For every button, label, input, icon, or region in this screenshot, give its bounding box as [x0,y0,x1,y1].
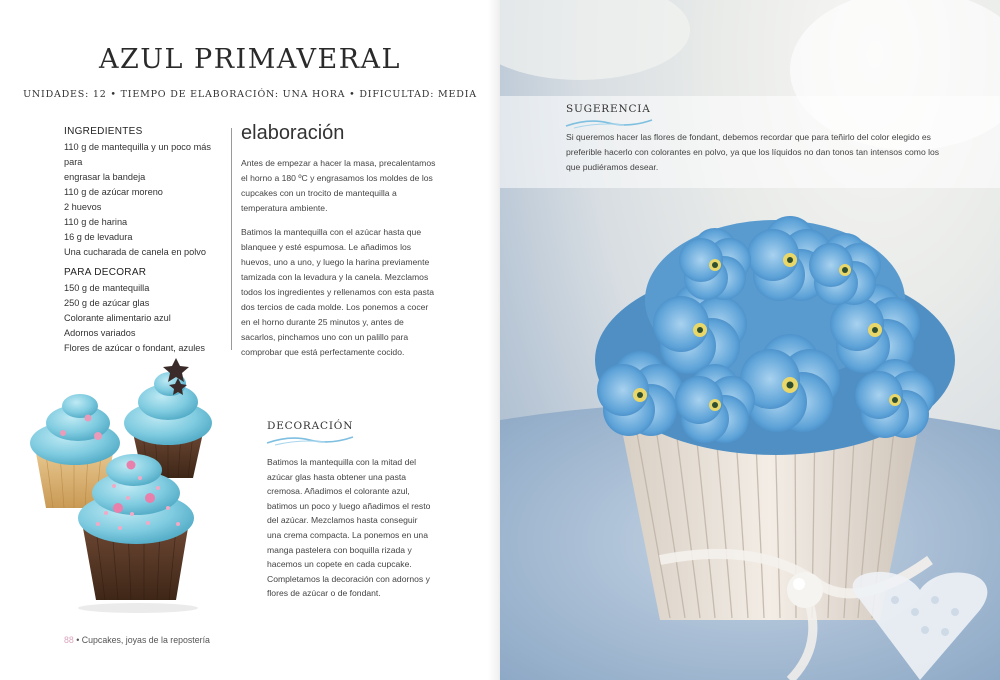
page-footer [64,635,210,645]
decoracion-body: Batimos la mantequilla con la mitad del azúcar glas hasta obtener una pasta cremosa. Añadimos el colorante azul, batimos un poco y luego añadimos el resto del azúcar. Mezclamos hasta conseguir una crema compacta. La ponemos en una manga pastelera con boquilla rizada y hacemos un copete en cada cupcake. Completamos la decoración con adornos y flores de azúcar o de fondant. [267,457,431,599]
book-title: Cupcakes, joyas de la repostería [81,635,210,645]
elaboracion-body [241,156,439,369]
ingredient-item: engrasar la bandeja [64,172,146,182]
decorate-item: Colorante alimentario azul [64,313,171,323]
decorate-item: 150 g de mantequilla [64,283,150,293]
ingredient-item: 110 g de mantequilla y un poco más para [64,142,211,167]
decoracion-title: DECORACIÓN [267,420,354,432]
page-number: 88 [64,635,74,645]
elaboracion-title: elaboración [241,122,345,144]
sugerencia-title: SUGERENCIA [566,103,651,115]
footer-bullet: • [76,635,80,645]
right-page [500,0,1000,680]
ingredients-heading: INGREDIENTES [64,126,143,137]
elaboracion-paragraph: Antes de empezar a hacer la masa, precalentamos el horno a 180 ºC y engrasamos los moldes de los cupcakes con un trocito de mantequilla a temperatura ambiente. [241,158,436,213]
decorate-heading: PARA DECORAR [64,267,147,278]
sugerencia-body: Si queremos hacer las flores de fondant, debemos recordar que para teñirlo del color elegido es preferible hacerlo con colorantes en polvo, ya que los líquidos no dan tonos tan intensos como los que pudiéramos desear. [566,132,940,172]
decorative-swirl-icon [265,433,355,447]
decorate-item: Adornos variados [64,328,136,338]
decorate-item: Flores de azúcar o fondant, azules [64,343,205,353]
decorate-item: 250 g de azúcar glas [64,298,150,308]
recipe-title: AZUL PRIMAVERAL [99,44,401,75]
column-divider [231,128,232,350]
ingredient-item: 110 g de azúcar moreno [64,187,163,197]
ingredients-column [64,124,224,356]
ingredient-item: Una cucharada de canela en polvo [64,247,206,257]
recipe-meta: UNIDADES: 12 • TIEMPO DE ELABORACIÓN: UNA HORA • DIFICULTAD: MEDIA [23,89,477,100]
elaboracion-paragraph: Batimos la mantequilla con el azúcar hasta que blanquee y esté espumosa. Le añadimos los huevos, uno a uno, y luego la harina previamente tamizada con la levadura y la canela. Mezclamos todos los ingredientes y rellenamos con esta pasta dos tercios de cada molde. Los ponemos a cocer en el horno durante 25 minutos y, antes de sacarlos, pinchamos uno con un palillo para comprobar que está perfectamente cocido. [241,227,434,357]
ingredient-item: 110 g de harina [64,217,128,227]
ingredient-item: 2 huevos [64,202,102,212]
ingredient-item: 16 g de levadura [64,232,133,242]
cupcakes-photo [28,338,263,618]
decorative-swirl-icon [564,116,654,130]
